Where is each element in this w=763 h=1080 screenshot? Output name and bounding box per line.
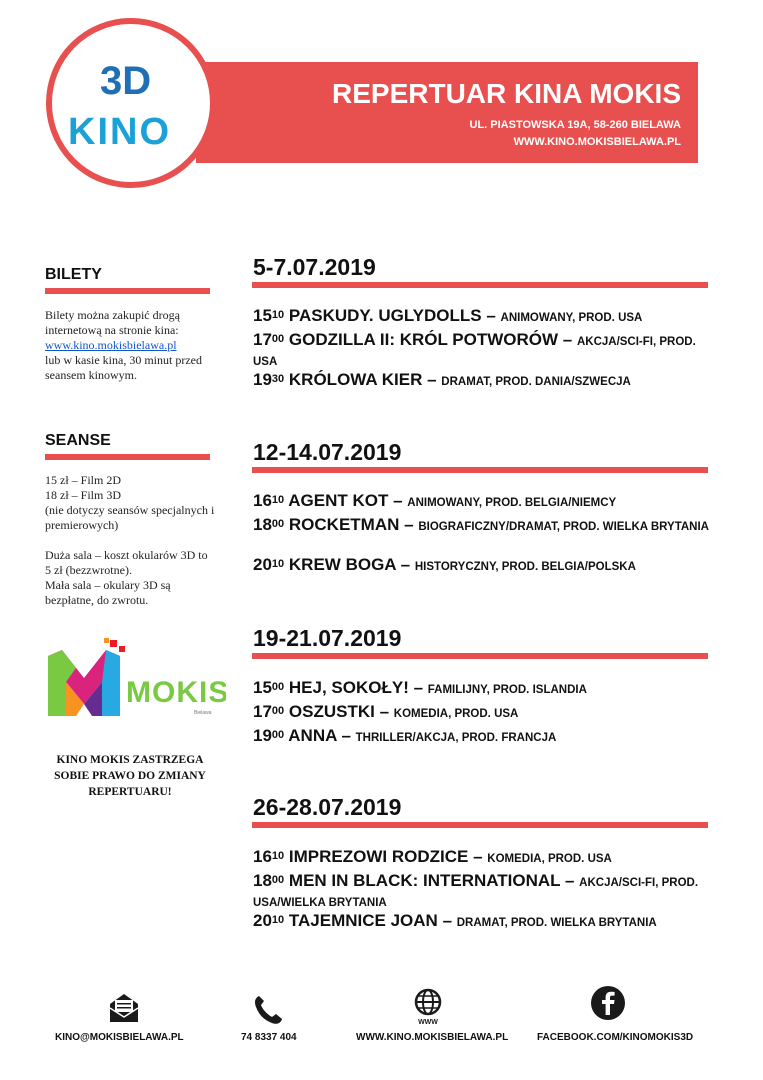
show-entry: $15^{00}$ HEJ, SOKOŁY! – FAMILIJNY, PROD. ISLANDIA (253, 678, 587, 697)
tickets-heading: BILETY (45, 266, 102, 283)
mokis-logo-subtext: Bielawa (194, 710, 212, 716)
price-note: (nie dotyczy seansów specjalnych i premierowych) (45, 503, 215, 532)
header-address-block (470, 117, 682, 151)
mokis-logo-text: MOKIS (126, 676, 226, 709)
movie-title: OSZUSTKI (288, 702, 375, 721)
footer-facebook[interactable]: FACEBOOK.COM/KINOMOKIS3D (537, 1032, 694, 1043)
tickets-text-before: Bilety można zakupić drogą internetową na stronie kina: (45, 308, 180, 337)
show-entry: $20^{10}$ KREW BOGA – HISTORYCZNY, PROD. BELGIA/POLSKA (253, 555, 636, 574)
date-rule (252, 653, 708, 659)
schedule-change-notice: KINO MOKIS ZASTRZEGA SOBIE PRAWO DO ZMIANY REPERTUARU! (54, 754, 206, 798)
price-3d: 18 zł – Film 3D (45, 488, 122, 502)
mokis-logo (46, 638, 226, 718)
movie-title: GODZILLA II: KRÓL POTWORÓW (288, 330, 559, 349)
prices-info (45, 473, 215, 533)
movie-desc: BIOGRAFICZNY/DRAMAT, PROD. WIELKA BRYTANIA (418, 521, 709, 533)
movie-title: HEJ, SOKOŁY! (288, 678, 409, 697)
tickets-text-after: lub w kasie kina, 30 minut przed seansem kinowym. (45, 353, 202, 382)
show-entry: $17^{00}$ GODZILLA II: KRÓL POTWORÓW – AKCJA/SCI-FI, PROD. USA (253, 330, 696, 368)
www-icon-label: WWW (418, 1019, 438, 1026)
glasses-info (45, 548, 215, 608)
movie-desc: DRAMAT, PROD. WIELKA BRYTANIA (456, 917, 657, 929)
movie-desc: KOMEDIA, PROD. USA (393, 708, 519, 720)
movie-desc: HISTORYCZNY, PROD. BELGIA/POLSKA (414, 561, 636, 573)
movie-title: KRÓLOWA KIER (288, 370, 423, 389)
movie-desc: ANIMOWANY, PROD. BELGIA/NIEMCY (407, 497, 617, 509)
movie-title: KREW BOGA (288, 555, 396, 574)
footer-email[interactable]: KINO@MOKISBIELAWA.PL (55, 1032, 184, 1043)
movie-desc: AKCJA/SCI-FI, PROD. USA (253, 336, 696, 368)
page-title: REPERTUAR KINA MOKIS (332, 78, 681, 109)
show-entry: $18^{00}$ ROCKETMAN – BIOGRAFICZNY/DRAMAT, PROD. WIELKA BRYTANIA (253, 515, 709, 534)
footer-website[interactable]: WWW.KINO.MOKISBIELAWA.PL (356, 1032, 509, 1043)
footer-phone[interactable]: 74 8337 404 (241, 1032, 297, 1043)
kino-3d-logo (46, 18, 216, 188)
movie-title: ROCKETMAN (288, 515, 400, 534)
movie-desc: KOMEDIA, PROD. USA (487, 853, 612, 865)
globe-icon (410, 988, 446, 1024)
show-entry: $16^{10}$ IMPREZOWI RODZICE – KOMEDIA, PROD. USA (253, 847, 612, 866)
movie-desc: DRAMAT, PROD. DANIA/SZWECJA (441, 376, 631, 388)
show-entry: $15^{10}$ PASKUDY. UGLYDOLLS – ANIMOWANY, PROD. USA (253, 306, 643, 325)
movie-title: TAJEMNICE JOAN (288, 911, 438, 930)
logo-3d-text: 3D (100, 59, 152, 103)
phone-icon (250, 992, 286, 1028)
show-entry: $20^{10}$ TAJEMNICE JOAN – DRAMAT, PROD. WIELKA BRYTANIA (253, 911, 657, 930)
movie-title: PASKUDY. UGLYDOLLS (288, 306, 482, 325)
cinema-address: UL. PIASTOWSKA 19A, 58-260 BIELAWA (469, 119, 681, 131)
schedule-date: 12-14.07.2019 (253, 439, 402, 465)
movie-desc: ANIMOWANY, PROD. USA (500, 312, 643, 324)
tickets-link[interactable]: www.kino.mokisbielawa.pl (45, 338, 177, 352)
schedule-date: 26-28.07.2019 (253, 794, 402, 820)
schedule-date: 19-21.07.2019 (253, 625, 402, 651)
movie-title: IMPREZOWI RODZICE (288, 847, 469, 866)
facebook-icon (590, 985, 626, 1021)
glasses-small-hall: Mała sala – okulary 3D są bezpłatne, do zwrotu. (45, 578, 171, 607)
movie-title: ANNA (288, 726, 337, 745)
show-entry: $19^{30}$ KRÓLOWA KIER – DRAMAT, PROD. DANIA/SZWECJA (253, 370, 631, 389)
glasses-big-hall: Duża sala – koszt okularów 3D to 5 zł (bezzwrotne). (45, 548, 208, 577)
tickets-rule (45, 288, 210, 294)
show-entry: $17^{00}$ OSZUSTKI – KOMEDIA, PROD. USA (253, 702, 519, 721)
screenings-rule (45, 454, 210, 460)
movie-title: AGENT KOT (288, 491, 389, 510)
movie-desc: AKCJA/SCI-FI, PROD. USA/WIELKA BRYTANIA (253, 877, 699, 909)
date-rule (252, 282, 708, 288)
movie-title: MEN IN BLACK: INTERNATIONAL (288, 871, 561, 890)
price-2d: 15 zł – Film 2D (45, 473, 122, 487)
show-entry: $18^{00}$ MEN IN BLACK: INTERNATIONAL – AKCJA/SCI-FI, PROD. USA/WIELKA BRYTANIA (253, 871, 699, 909)
date-rule (252, 822, 708, 828)
cinema-website[interactable]: WWW.KINO.MOKISBIELAWA.PL (513, 136, 681, 148)
screenings-heading: SEANSE (45, 432, 111, 449)
tickets-info (45, 308, 215, 383)
movie-desc: FAMILIJNY, PROD. ISLANDIA (427, 684, 587, 696)
logo-kino-text: KINO (68, 111, 171, 153)
schedule-date: 5-7.07.2019 (253, 254, 376, 280)
date-rule (252, 467, 708, 473)
movie-desc: THRILLER/AKCJA, PROD. FRANCJA (355, 732, 557, 744)
show-entry: $19^{00}$ ANNA – THRILLER/AKCJA, PROD. FRANCJA (253, 726, 557, 745)
show-entry: $16^{10}$ AGENT KOT – ANIMOWANY, PROD. BELGIA/NIEMCY (253, 491, 617, 510)
envelope-icon (106, 990, 142, 1026)
